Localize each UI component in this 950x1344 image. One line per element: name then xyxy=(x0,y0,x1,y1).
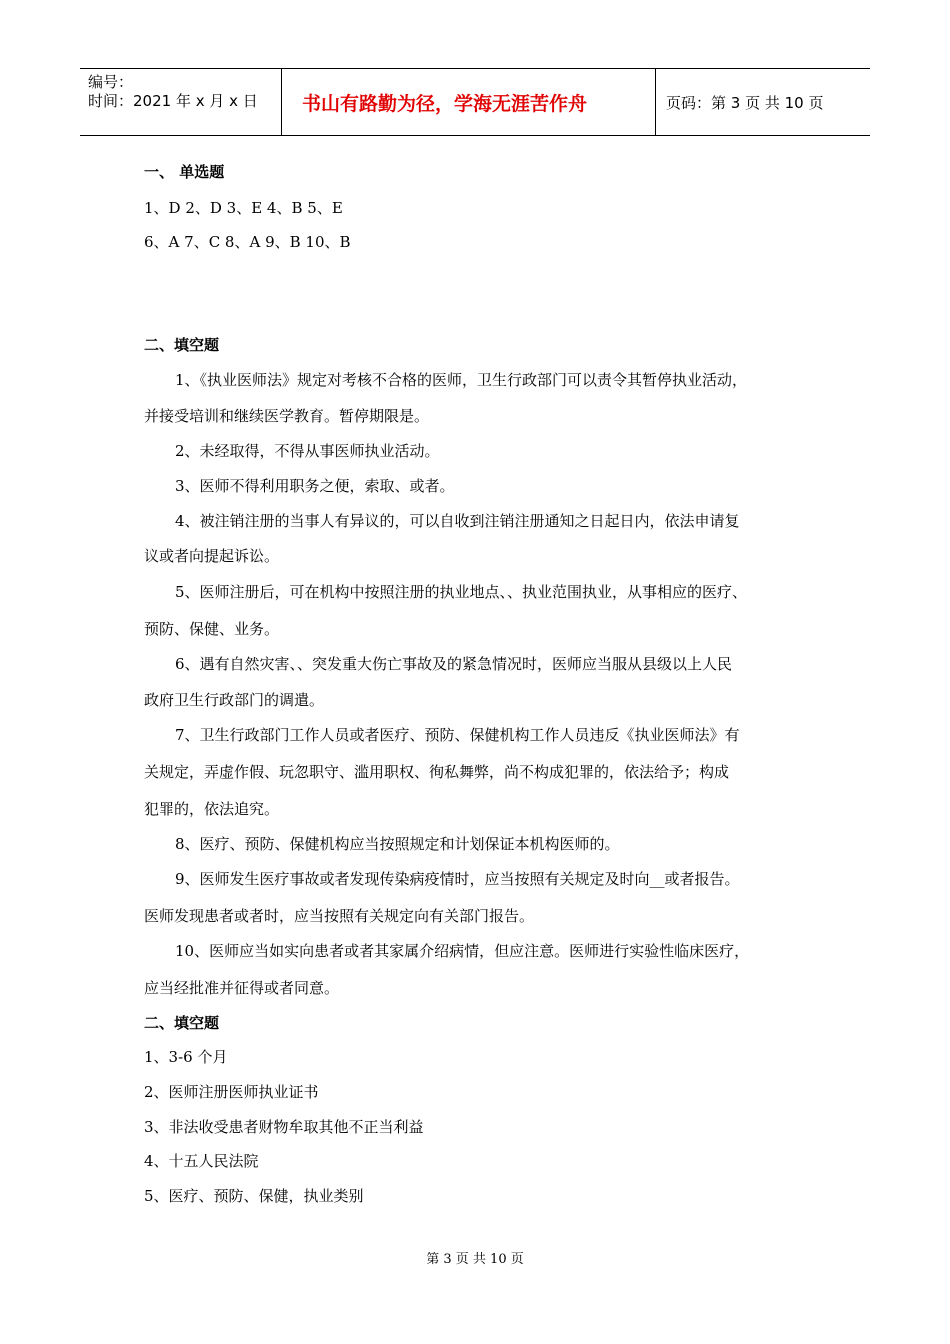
question-5-line-2: 预防、保健、业务。 xyxy=(144,620,280,638)
section3-title: 二、填空题 xyxy=(144,1014,220,1032)
answer-2: 2、医师注册医师执业证书 xyxy=(144,1083,319,1101)
header-motto: 书山有路勤为径，学海无涯苦作舟 xyxy=(282,69,656,135)
section2-title: 二、填空题 xyxy=(144,336,220,354)
question-9-line-1: 9、医师发生医疗事故或者发现传染病疫情时，应当按照有关规定及时向__或者报告。 xyxy=(175,870,740,888)
answer-3: 3、非法收受患者财物牟取其他不正当利益 xyxy=(144,1118,424,1136)
question-4-line-1: 4、被注销注册的当事人有异议的，可以自收到注销注册通知之日起日内，依法申请复 xyxy=(175,512,740,530)
question-2: 2、未经取得，不得从事医师执业活动。 xyxy=(175,442,440,460)
question-8: 8、医疗、预防、保健机构应当按照规定和计划保证本机构医师的。 xyxy=(175,835,620,853)
page-footer: 第 3 页 共 10 页 xyxy=(426,1252,524,1267)
section1-answers-1: 1、D 2、D 3、E 4、B 5、E xyxy=(144,199,343,217)
question-1-line-1: 1、《执业医师法》规定对考核不合格的医师，卫生行政部门可以责令其暂停执业活动， xyxy=(175,371,748,389)
section1-title: 一、 单选题 xyxy=(144,163,225,181)
header-meta xyxy=(80,69,282,135)
question-7-line-2: 关规定，弄虚作假、玩忽职守、滥用职权、徇私舞弊，尚不构成犯罪的，依法给予；构成 xyxy=(144,763,730,781)
answer-4: 4、十五人民法院 xyxy=(144,1152,259,1170)
question-10-line-2: 应当经批准并征得或者同意。 xyxy=(144,979,340,997)
question-4-line-2: 议或者向提起诉讼。 xyxy=(144,547,280,565)
question-5-line-1: 5、医师注册后，可在机构中按照注册的执业地点、、执业范围执业，从事相应的医疗、 xyxy=(175,583,748,601)
question-1-line-2: 并接受培训和继续医学教育。暂停期限是。 xyxy=(144,407,430,425)
answer-1: 1、3-6 个月 xyxy=(144,1048,228,1066)
header-time-label: 时间：2021 年 x 月 x 日 xyxy=(88,92,258,110)
answer-5: 5、医疗、预防、保健，执业类别 xyxy=(144,1187,364,1205)
question-6-line-1: 6、遇有自然灾害、、突发重大伤亡事故及的紧急情况时，医师应当服从县级以上人民 xyxy=(175,655,733,673)
question-7-line-1: 7、卫生行政部门工作人员或者医疗、预防、保健机构工作人员违反《执业医师法》有 xyxy=(175,726,740,744)
header-number-label: 编号： xyxy=(88,73,134,91)
question-6-line-2: 政府卫生行政部门的调遣。 xyxy=(144,691,325,709)
page-header xyxy=(80,68,870,136)
question-3: 3、医师不得利用职务之便，索取、或者。 xyxy=(175,477,455,495)
question-7-line-3: 犯罪的，依法追究。 xyxy=(144,800,280,818)
question-9-line-2: 医师发现患者或者时，应当按照有关规定向有关部门报告。 xyxy=(144,907,535,925)
question-10-line-1: 10、医师应当如实向患者或者其家属介绍病情，但应注意。医师进行实验性临床医疗， xyxy=(175,942,750,960)
header-page-info: 页码：第 3 页 共 10 页 xyxy=(666,93,824,112)
section1-answers-2: 6、A 7、C 8、A 9、B 10、B xyxy=(144,233,351,251)
